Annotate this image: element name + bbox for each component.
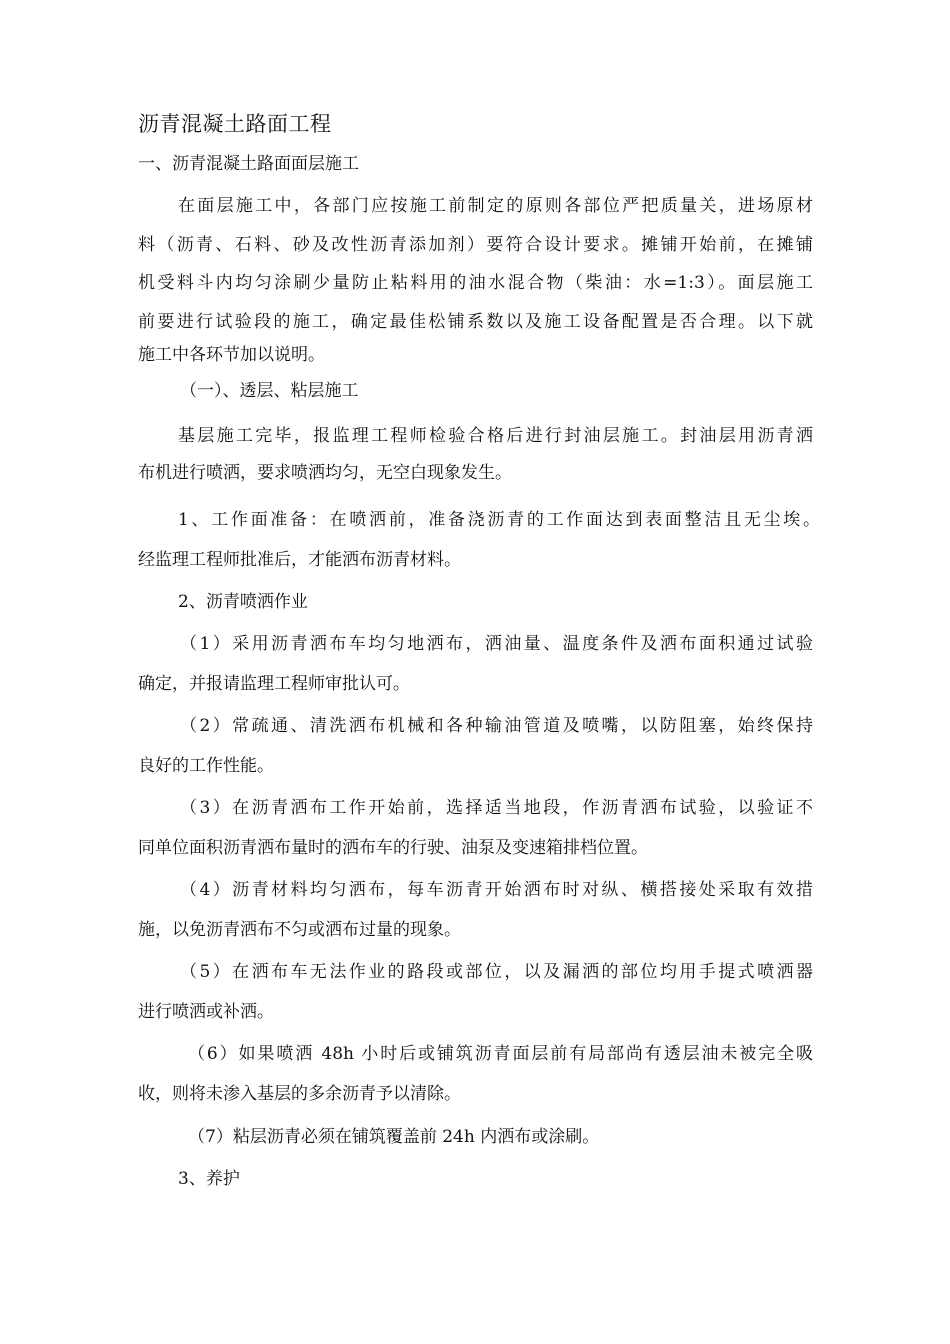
subsection-heading: （一）、透层、粘层施工 xyxy=(180,381,359,401)
paragraph-line: 经监理工程师批准后，才能洒布沥青材料。 xyxy=(138,550,461,570)
paragraph-line: （1）采用沥青洒布车均匀地洒布，洒油量、温度条件及洒布面积通过试验 xyxy=(180,634,813,654)
paragraph-line: 良好的工作性能。 xyxy=(138,756,274,776)
paragraph-line: 前要进行试验段的施工，确定最佳松铺系数以及施工设备配置是否合理。以下就 xyxy=(138,312,813,332)
paragraph-line: （5）在洒布车无法作业的路段或部位，以及漏洒的部位均用手提式喷洒器 xyxy=(180,962,813,982)
paragraph-line: （3）在沥青洒布工作开始前，选择适当地段，作沥青洒布试验，以验证不 xyxy=(180,798,813,818)
paragraph-line: （6）如果喷洒 48h 小时后或铺筑沥青面层前有局部尚有透层油未被完全吸 xyxy=(188,1044,813,1064)
section-heading: 一、沥青混凝土路面面层施工 xyxy=(138,154,359,174)
paragraph-line: （7）粘层沥青必须在铺筑覆盖前 24h 内洒布或涂刷。 xyxy=(188,1127,600,1147)
paragraph-line: 在面层施工中，各部门应按施工前制定的原则各部位严把质量关，进场原材 xyxy=(178,196,813,216)
paragraph-line: 收，则将未渗入基层的多余沥青予以清除。 xyxy=(138,1084,461,1104)
item-2-heading: 2、沥青喷洒作业 xyxy=(178,592,308,612)
paragraph-line: 布机进行喷洒，要求喷洒均匀，无空白现象发生。 xyxy=(138,463,512,483)
paragraph-line: 施工中各环节加以说明。 xyxy=(138,345,325,365)
paragraph-line: 机受料斗内均匀涂刷少量防止粘料用的油水混合物（柴油：水=1:3）。面层施工 xyxy=(138,273,813,293)
paragraph-line: （2）常疏通、清洗洒布机械和各种输油管道及喷嘴，以防阻塞，始终保持 xyxy=(180,716,813,736)
document-title: 沥青混凝土路面工程 xyxy=(138,112,332,136)
paragraph-line: 同单位面积沥青洒布量时的洒布车的行驶、油泵及变速箱排档位置。 xyxy=(138,838,648,858)
item-3-heading: 3、养护 xyxy=(178,1169,240,1189)
paragraph-line: 确定，并报请监理工程师审批认可。 xyxy=(138,674,410,694)
paragraph-line: （4）沥青材料均匀洒布，每车沥青开始洒布时对纵、横搭接处采取有效措 xyxy=(180,880,813,900)
paragraph-line: 料（沥青、石料、砂及改性沥青添加剂）要符合设计要求。摊铺开始前，在摊铺 xyxy=(138,235,813,255)
paragraph-line: 基层施工完毕，报监理工程师检验合格后进行封油层施工。封油层用沥青洒 xyxy=(178,426,813,446)
paragraph-line: 施，以免沥青洒布不匀或洒布过量的现象。 xyxy=(138,920,461,940)
paragraph-line: 1、工作面准备：在喷洒前，准备浇沥青的工作面达到表面整洁且无尘埃。 xyxy=(178,510,820,530)
paragraph-line: 进行喷洒或补洒。 xyxy=(138,1002,274,1022)
